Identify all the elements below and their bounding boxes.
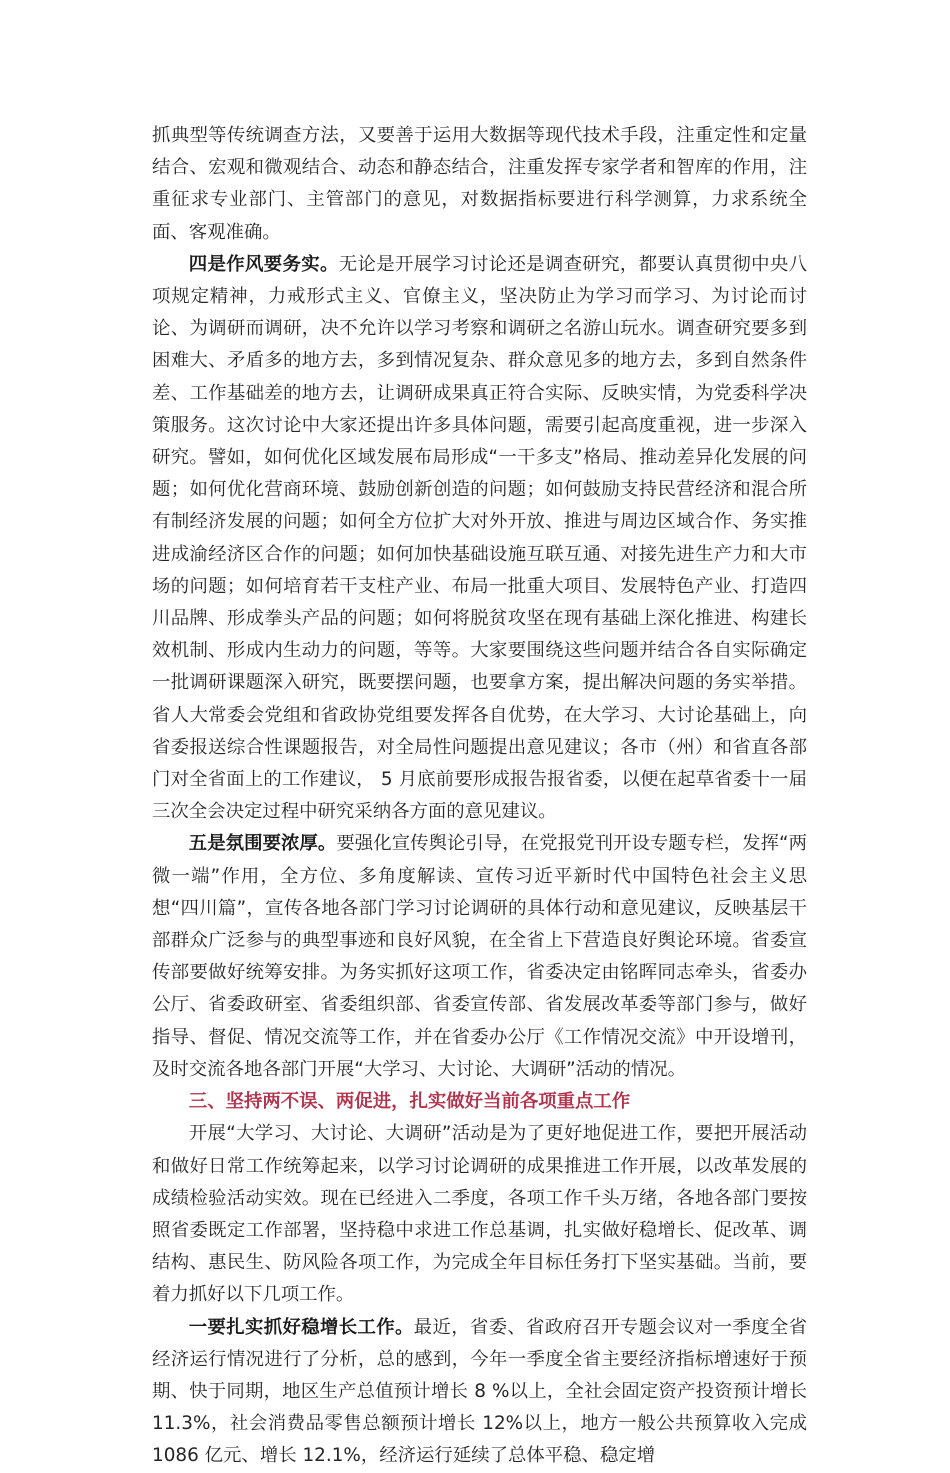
paragraph-stable-growth: [152, 1312, 807, 1473]
paragraph-intro-key-work: 开展“大学习、大讨论、大调研”活动是为了更好地促进工作，要把开展活动和做好日常工作统筹起来，以学习讨论调研的成果推进工作开展，以改革发展的成绩检验活动实效。现在已经进入二季度，各项工作千头万绪，各地各部门要按照省委既定工作部署，坚持稳中求进工作总基调，扎实做好稳增长、促改革、调结构、惠民生、防风险各项工作，为完成全年目标任务打下坚实基础。当前，要着力抓好以下几项工作。: [152, 1123, 807, 1306]
paragraph-atmosphere: [152, 828, 807, 1086]
paragraph-work-style: [152, 249, 807, 829]
paragraph-body: 要强化宣传舆论引导，在党报党刊开设专题专栏，发挥“两微一端”作用，全方位、多角度解读、宣传习近平新时代中国特色社会主义思想“四川篇”，宣传各地各部门学习讨论调研的具体行动和意见建议，反映基层干部群众广泛参与的典型事迹和良好风貌，在全省上下营造良好舆论环境。省委宣传部要做好统筹安排。为务实抓好这项工作，省委决定由铭晖同志牵头，省委办公厅、省委政研室、省委组织部、省委宣传部、省发展改革委等部门参与，做好指导、督促、情况交流等工作，并在省委办公厅《工作情况交流》中开设增刊，及时交流各地各部门开展“大学习、大讨论、大调研”活动的情况。: [152, 833, 807, 1080]
document-page: [152, 120, 807, 1473]
paragraph-body: 无论是开展学习讨论还是调查研究，都要认真贯彻中央八项规定精神，力戒形式主义、官僚主义，坚决防止为学习而学习、为讨论而讨论、为调研而调研，决不允许以学习考察和调研之名游山玩水。调查研究要多到困难大、矛盾多的地方去，多到情况复杂、群众意见多的地方去，多到自然条件差、工作基础差的地方去，让调研成果真正符合实际、反映实情，为党委科学决策服务。这次讨论中大家还提出许多具体问题，需要引起高度重视，进一步深入研究。譬如，如何优化区域发展布局形成“一干多支”格局、推动差异化发展的问题；如何优化营商环境、鼓励创新创造的问题；如何鼓励支持民营经济和混合所有制经济发展的问题；如何全方位扩大对外开放、推进与周边区域合作、务实推进成渝经济区合作的问题；如何加快基础设施互联互通、对接先进生产力和大市场的问题；如何培育若干支柱产业、布局一批重大项目、发展特色产业、打造四川品牌、形成拳头产品的问题；如何将脱贫攻坚在现有基础上深化推进、构建长效机制、形成内生动力的问题，等等。大家要围绕这些问题并结合各自实际确定一批调研课题深入研究，既要摆问题，也要拿方案，提出解决问题的务实举措。省人大常委会党组和省政协党组要发挥各自优势，在大学习、大讨论基础上，向省委报送综合性课题报告，对全局性问题提出意见建议；各市（州）和省直各部门对全省面上的工作建议， 5 月底前要形成报告报省委，以便在起草省委十一届三次全会决定过程中研究采纳各方面的意见建议。: [152, 253, 807, 823]
section-heading: 三、坚持两不误、两促进，扎实做好当前各项重点工作: [188, 1091, 631, 1113]
paragraph-survey-methods: 抓典型等传统调查方法，又要善于运用大数据等现代技术手段，注重定性和定量结合、宏观和微观结合、动态和静态结合，注重发挥专家学者和智库的作用，注重征求专业部门、主管部门的意见，对数据指标要进行科学测算，力求系统全面、客观准确。: [152, 125, 807, 243]
paragraph-lead: 四是作风要务实。: [188, 253, 339, 275]
paragraph-lead: 五是氛围要浓厚。: [188, 833, 337, 855]
paragraph-lead: 一要扎实抓好稳增长工作。: [188, 1316, 414, 1338]
paragraph-body: 最近，省委、省政府召开专题会议对一季度全省经济运行情况进行了分析，总的感到，今年一季度全省主要经济指标增速好于预期、快于同期，地区生产总值预计增长 8 %以上，全社会固定资产投资预计增长 11.3%，社会消费品零售总额预计增长 12%以上，地方一般公共预算收入完成 1086 亿元、增长 12.1%，经济运行延续了总体平稳、稳定增: [152, 1316, 807, 1467]
